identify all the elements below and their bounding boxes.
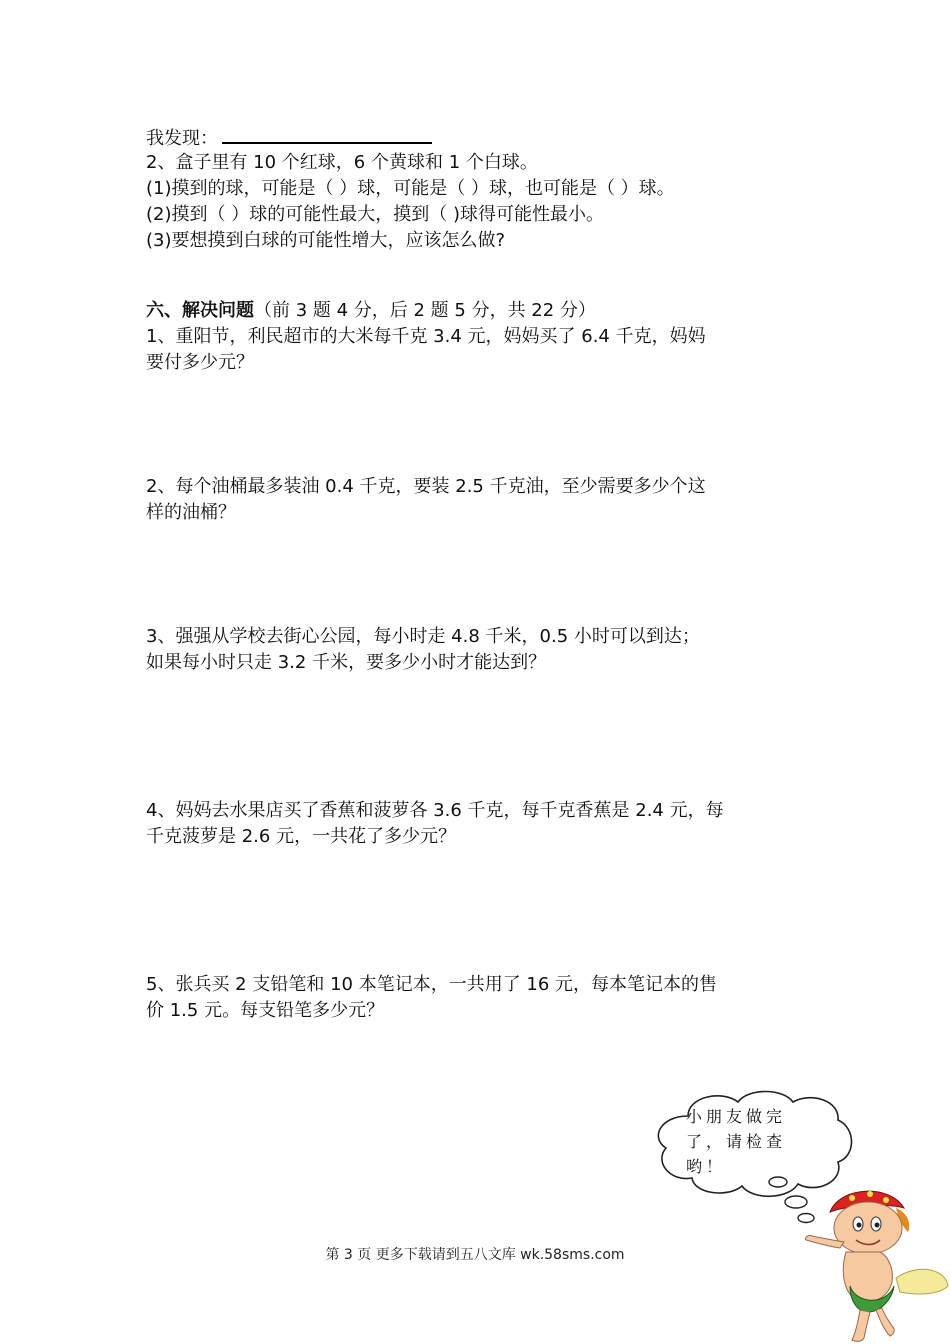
discovery-label: 我发现： xyxy=(146,128,218,149)
bubble-text: 小朋友做完了，请检查哟！ xyxy=(686,1107,787,1176)
problem-2-line2: 样的油桶？ xyxy=(146,502,236,523)
page-footer: 第 3 页 更多下载请到五八文库 wk.58sms.com xyxy=(325,1247,625,1263)
problem-4-line1: 4、妈妈去水果店买了香蕉和菠萝各 3.6 千克，每千克香蕉是 2.4 元，每 xyxy=(146,800,724,821)
q2-sub2: (2)摸到（ ）球的可能性最大，摸到（ )球得可能性最小。 xyxy=(146,204,604,225)
problem-4-line2: 千克菠萝是 2.6 元，一共花了多少元？ xyxy=(146,826,457,847)
section6-note: （前 3 题 4 分，后 2 题 5 分，共 22 分） xyxy=(254,300,596,321)
problem-1-line1: 1、重阳节，利民超市的大米每千克 3.4 元，妈妈买了 6.4 千克，妈妈 xyxy=(146,326,706,347)
q2-sub3: (3)要想摸到白球的可能性增大，应该怎么做? xyxy=(146,230,506,251)
discovery-line xyxy=(146,124,432,152)
problem-1-line2: 要付多少元？ xyxy=(146,352,254,373)
section6-header xyxy=(146,298,596,324)
problem-5-line2: 价 1.5 元。每支铅笔多少元？ xyxy=(146,1000,385,1021)
section6-heading: 六、解决问题 xyxy=(146,300,254,321)
problem-3-line2: 如果每小时只走 3.2 千米，要多少小时才能达到？ xyxy=(146,652,547,673)
problem-2-line1: 2、每个油桶最多装油 0.4 千克，要装 2.5 千克油，至少需要多少个这 xyxy=(146,476,706,497)
problem-5-line1: 5、张兵买 2 支铅笔和 10 本笔记本，一共用了 16 元，每本笔记本的售 xyxy=(146,974,718,995)
answer-blank xyxy=(222,124,432,144)
q2-sub1: (1)摸到的球，可能是（ ）球，可能是（ ）球，也可能是（ ）球。 xyxy=(146,178,675,199)
problem-3-line1: 3、强强从学校去街心公园，每小时走 4.8 千米，0.5 小时可以到达； xyxy=(146,626,700,647)
q2-title: 2、盒子里有 10 个红球，6 个黄球和 1 个白球。 xyxy=(146,152,538,173)
